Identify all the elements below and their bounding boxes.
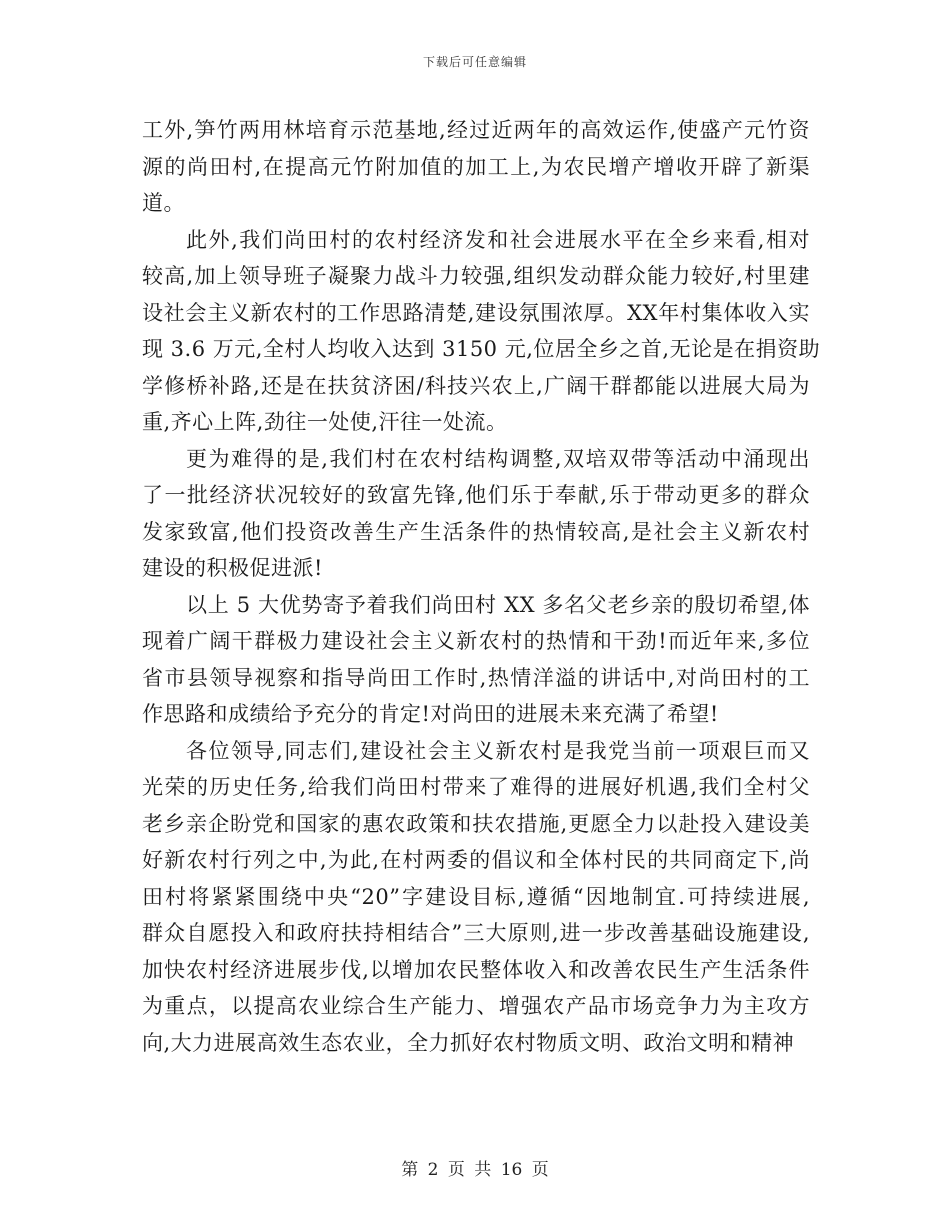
page-header: 下载后可任意编辑 xyxy=(422,55,527,69)
paragraph-line: 现 3.6 万元,全村人均收入达到 3150 元,位居全乡之首,无论是在捐资助 xyxy=(142,337,821,361)
paragraph xyxy=(142,587,810,733)
paragraph-line: 老乡亲企盼党和国家的惠农政策和扶农措施,更愿全力以赴投入建设美 xyxy=(142,811,810,836)
paragraph-line: 源的尚田村,在提高元竹附加值的加工上,为农民增产增收开辟了新渠 xyxy=(142,154,810,179)
paragraph-line: 了一批经济状况较好的致富先锋,他们乐于奉献,乐于带动更多的群众 xyxy=(142,483,810,507)
paragraph xyxy=(142,441,810,587)
paragraph-line: 田村将紧紧围绕中央“20”字建设目标,遵循“因地制宜.可持续进展, xyxy=(142,884,810,909)
paragraph-line: 好新农村行列之中,为此,在村两委的倡议和全体村民的共同商定下,尚 xyxy=(142,848,810,872)
paragraph-line: 省市县领导视察和指导尚田工作时,热情洋溢的讲话中,对尚田村的工 xyxy=(142,665,810,690)
paragraph xyxy=(142,222,821,441)
paragraph xyxy=(142,733,810,1062)
paragraph-line: 为重点，以提高农业综合生产能力、增强农产品市场竞争力为主攻方 xyxy=(142,994,810,1018)
paragraph-line: 现着广阔干群极力建设社会主义新农村的热情和干劲!而近年来,多位 xyxy=(142,629,810,653)
document-body xyxy=(142,112,821,1061)
paragraph-line: 发家致富,他们投资改善生产生活条件的热情较高,是社会主义新农村 xyxy=(142,519,810,544)
paragraph-line: 重,齐心上阵,劲往一处使,汗往一处流。 xyxy=(142,410,508,434)
paragraph-line: 更为难得的是,我们村在农村结构调整,双培双带等活动中涌现出 xyxy=(186,446,810,471)
paragraph-line: 以上 5 大优势寄予着我们尚田村 XX 多名父老乡亲的殷切希望,体 xyxy=(186,592,810,617)
paragraph-line: 设社会主义新农村的工作思路清楚,建设氛围浓厚。XX年村集体收入实 xyxy=(142,300,810,325)
paragraph-line: 道。 xyxy=(142,191,185,215)
paragraph-line: 较高,加上领导班子凝聚力战斗力较强,组织发动群众能力较好,村里建 xyxy=(142,264,810,288)
paragraph-line: 各位领导,同志们,建设社会主义新农村是我党当前一项艰巨而又 xyxy=(186,738,810,763)
paragraph-line: 群众自愿投入和政府扶持相结合”三大原则,进一步改善基础设施建设, xyxy=(142,921,810,945)
paragraph-line: 光荣的历史任务,给我们尚田村带来了难得的进展好机遇,我们全村父 xyxy=(142,775,810,799)
page-footer: 第 2 页 共 16 页 xyxy=(401,1160,549,1180)
paragraph-line: 建设的积极促进派! xyxy=(142,556,323,580)
paragraph-line: 学修桥补路,还是在扶贫济困/科技兴农上,广阔干群都能以进展大局为 xyxy=(142,373,810,398)
paragraph-line: 此外,我们尚田村的农村经济发和社会进展水平在全乡来看,相对 xyxy=(186,227,810,252)
paragraph xyxy=(142,112,810,222)
paragraph-line: 作思路和成绩给予充分的肯定!对尚田的进展未来充满了希望! xyxy=(142,702,719,726)
paragraph-line: 加快农村经济进展步伐,以增加农民整体收入和改善农民生产生活条件 xyxy=(142,957,810,982)
paragraph-line: 工外,笋竹两用林培育示范基地,经过近两年的高效运作,使盛产元竹资 xyxy=(142,118,810,142)
paragraph-line: 向,大力进展高效生态农业，全力抓好农村物质文明、政治文明和精神 xyxy=(142,1030,795,1055)
